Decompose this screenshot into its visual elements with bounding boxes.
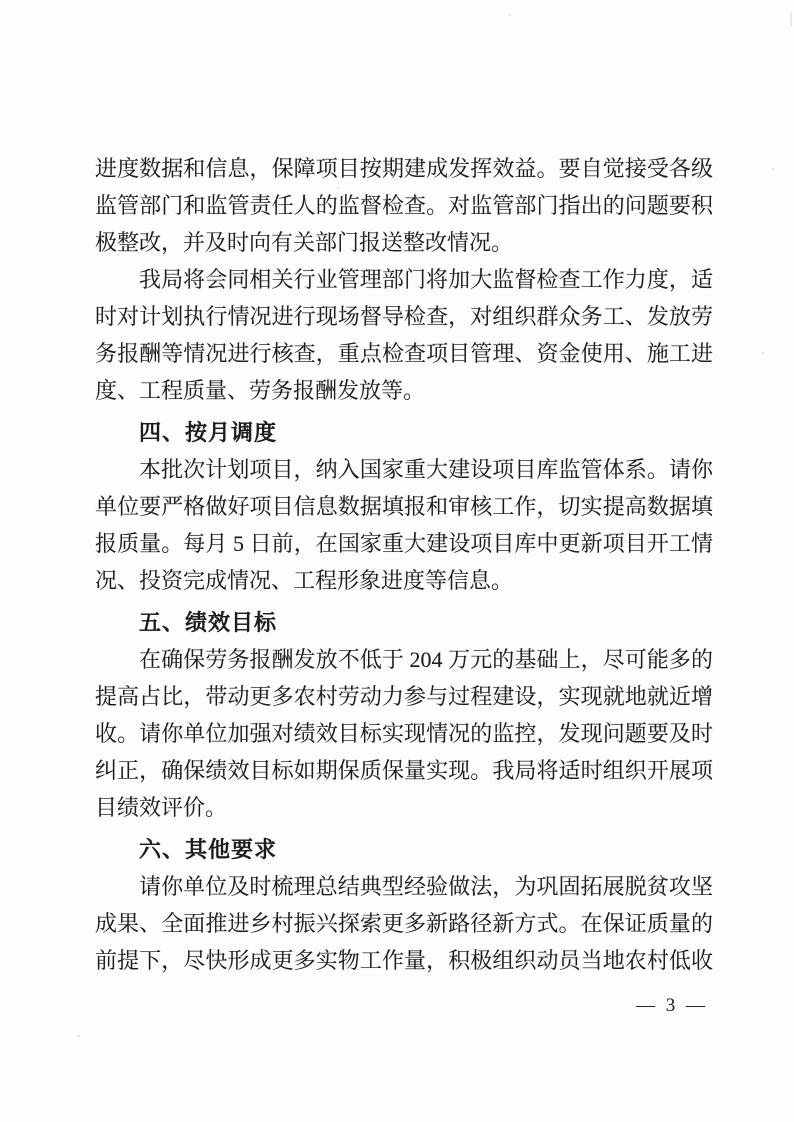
- text-line: 极整改，并及时向有关部门报送整改情况。: [95, 230, 514, 255]
- text-line: 我局将会同相关行业管理部门将加大监督检查工作力度，适: [139, 267, 713, 292]
- text-line: 目绩效评价。: [95, 795, 228, 820]
- text-line: 时对计划执行情况进行现场督导检查，对组织群众务工、发放劳: [95, 304, 713, 329]
- scan-noise-speck: [77, 1035, 80, 1037]
- text-line: 进度数据和信息，保障项目按期建成发挥效益。要自觉接受各级: [95, 156, 713, 181]
- scan-noise-speck: [790, 12, 792, 26]
- scan-noise-speck: [337, 187, 339, 189]
- section-heading-monthly-dispatch: 四、按月调度: [139, 420, 278, 445]
- text-line: 成果、全面推进乡村振兴探索更多新路径新方式。在保证质量的: [95, 911, 713, 936]
- section-heading-other-requirements: 六、其他要求: [139, 837, 278, 862]
- text-line: 收。请你单位加强对绩效目标实现情况的监控，发现问题要及时: [95, 721, 713, 746]
- text-line: 在确保劳务报酬发放不低于 204 万元的基础上，尽可能多的: [139, 647, 713, 672]
- scan-noise-speck: [509, 14, 511, 16]
- text-line: 度、工程质量、劳务报酬发放等。: [95, 378, 426, 403]
- text-line: 监管部门和监管责任人的监督检查。对监管部门指出的问题要积: [95, 193, 713, 218]
- section-heading-performance-goals: 五、绩效目标: [139, 610, 278, 635]
- scan-noise-speck: [762, 352, 764, 354]
- document-body: [95, 150, 713, 979]
- text-line: 前提下，尽快形成更多实物工作量，积极组织动员当地农村低收: [95, 948, 713, 973]
- text-line: 本批次计划项目，纳入国家重大建设项目库监管体系。请你: [139, 457, 713, 482]
- text-line: 报质量。每月 5 日前，在国家重大建设项目库中更新项目开工情: [95, 531, 713, 556]
- text-line: 提高占比，带动更多农村劳动力参与过程建设，实现就地就近增: [95, 684, 713, 709]
- scan-noise-speck: [772, 168, 774, 170]
- page-number: — 3 —: [636, 995, 707, 1016]
- text-line: 请你单位及时梳理总结典型经验做法，为巩固拓展脱贫攻坚: [139, 874, 713, 899]
- text-line: 务报酬等情况进行核查，重点检查项目管理、资金使用、施工进: [95, 341, 713, 366]
- text-line: 纠正，确保绩效目标如期保质保量实现。我局将适时组织开展项: [95, 758, 713, 783]
- text-line: 单位要严格做好项目信息数据填报和审核工作，切实提高数据填: [95, 494, 713, 519]
- text-line: 况、投资完成情况、工程形象进度等信息。: [95, 568, 514, 593]
